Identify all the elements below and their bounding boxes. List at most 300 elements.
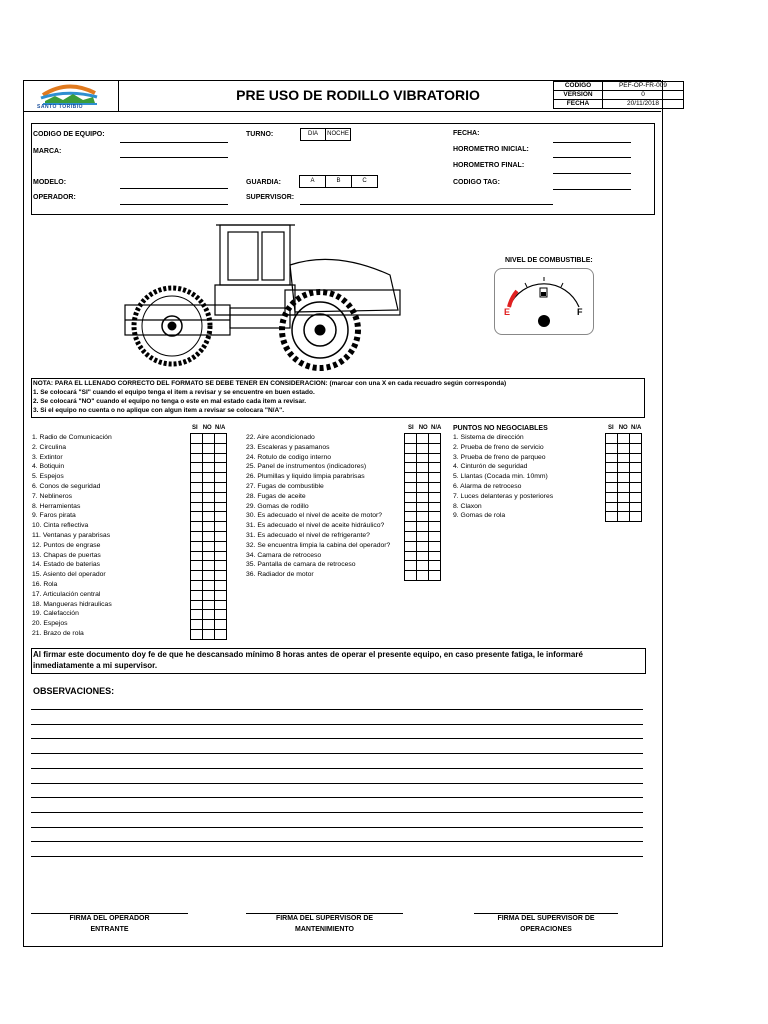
horometro-inicial-label: HOROMETRO INICIAL: — [453, 146, 529, 153]
checkbox-si[interactable] — [191, 561, 203, 571]
fuel-empty-label: E — [504, 307, 511, 317]
checklist-item: 15. Asiento del operador — [32, 571, 106, 579]
checklist-item: 5. Espejos — [32, 473, 64, 481]
checkbox-na[interactable] — [429, 482, 441, 492]
checklist-grid-row — [606, 512, 642, 522]
checklist-grid-row — [405, 482, 441, 492]
checkbox-si[interactable] — [405, 434, 417, 444]
checklist-grid-row — [405, 531, 441, 541]
checklist-item: 26. Plumillas y liquido limpia parabrisas — [246, 473, 365, 481]
checkbox-no[interactable] — [203, 434, 215, 444]
checklist-item: 14. Estado de baterias — [32, 561, 101, 569]
checklist-item: 8. Claxon — [453, 502, 482, 510]
checklist-grid-row — [191, 590, 227, 600]
checklist-item: 18. Mangueras hidraulicas — [32, 600, 112, 608]
checkbox-no[interactable] — [203, 610, 215, 620]
meta-value: 0 — [603, 91, 684, 100]
checklist-item: 3. Extintor — [32, 453, 63, 461]
supervisor-field[interactable] — [300, 204, 553, 205]
checkbox-na[interactable] — [429, 492, 441, 502]
checkbox-no[interactable] — [203, 473, 215, 483]
marca-field[interactable] — [120, 157, 228, 158]
checkbox-no[interactable] — [417, 571, 429, 581]
checklist-item: 9. Gomas de rola — [453, 512, 506, 520]
checklist-item: 20. Espejos — [32, 620, 68, 628]
checkbox-na[interactable] — [215, 502, 227, 512]
checklist-grid-row — [405, 502, 441, 512]
checklist-grid-row — [191, 502, 227, 512]
fuel-level-title: NIVEL DE COMBUSTIBLE: — [505, 257, 593, 264]
checkbox-na[interactable] — [215, 571, 227, 581]
checkbox-no[interactable] — [618, 492, 630, 502]
checkbox-si[interactable] — [405, 522, 417, 532]
observation-line[interactable] — [31, 783, 643, 784]
checkbox-na[interactable] — [630, 453, 642, 463]
checklist-grid-row — [405, 541, 441, 551]
checkbox-na[interactable] — [215, 492, 227, 502]
checkbox-si[interactable] — [191, 482, 203, 492]
checkbox-no[interactable] — [203, 522, 215, 532]
checklist-item: 11. Ventanas y parabrisas — [32, 531, 111, 539]
checkbox-na[interactable] — [215, 473, 227, 483]
signature-label: ENTRANTE — [90, 926, 129, 933]
checklist-grid-row — [191, 610, 227, 620]
signature-label: OPERACIONES — [520, 926, 572, 933]
checkbox-na[interactable] — [429, 541, 441, 551]
turno-option-noche[interactable]: NOCHE — [325, 128, 351, 141]
checklist-grid-row — [606, 502, 642, 512]
checklist-grid-row — [191, 629, 227, 639]
checkbox-si[interactable] — [405, 463, 417, 473]
checkbox-na[interactable] — [215, 620, 227, 630]
checkbox-si[interactable] — [405, 551, 417, 561]
checkbox-no[interactable] — [203, 453, 215, 463]
observation-line[interactable] — [31, 768, 643, 769]
checkbox-na[interactable] — [429, 502, 441, 512]
checklist-grid-row — [191, 512, 227, 522]
checkbox-si[interactable] — [606, 453, 618, 463]
checkbox-na[interactable] — [215, 541, 227, 551]
checkbox-na[interactable] — [215, 551, 227, 561]
checklist-grid-row — [191, 434, 227, 444]
checkbox-no[interactable] — [618, 434, 630, 444]
checkbox-no[interactable] — [203, 620, 215, 630]
codigo-tag-label: CODIGO TAG: — [453, 179, 500, 186]
checklist-grid-1 — [190, 433, 227, 640]
observations-title: OBSERVACIONES: — [33, 686, 115, 696]
checkbox-si[interactable] — [191, 600, 203, 610]
fatigue-statement: Al firmar este documento doy fe de que he descansado mínimo 8 horas antes de operar el presente equipo, en caso presente fatiga, le informaré inmediatamente a mi supervisor. — [31, 648, 646, 674]
checkbox-si[interactable] — [191, 512, 203, 522]
observation-line[interactable] — [31, 797, 643, 798]
supervisor-label: SUPERVISOR: — [246, 194, 295, 201]
checklist-item: 8. Herramientas — [32, 502, 81, 510]
checkbox-no[interactable] — [203, 482, 215, 492]
horometro-inicial-field[interactable] — [553, 157, 631, 158]
checkbox-na[interactable] — [630, 512, 642, 522]
checklist-item: 23. Escaleras y pasamanos — [246, 443, 330, 451]
checkbox-no[interactable] — [203, 561, 215, 571]
checkbox-no[interactable] — [618, 443, 630, 453]
checkbox-na[interactable] — [630, 473, 642, 483]
checkbox-si[interactable] — [191, 629, 203, 639]
checkbox-si[interactable] — [405, 443, 417, 453]
grid-header-no: NO — [618, 425, 628, 431]
checkbox-si[interactable] — [191, 531, 203, 541]
checklist-item: 6. Conos de seguridad — [32, 482, 101, 490]
meta-key: CODIGO — [554, 82, 603, 91]
grid-header-na: N/A — [631, 425, 642, 431]
checklist-item: 19. Calefacción — [32, 610, 79, 618]
operador-field[interactable] — [120, 204, 228, 205]
checklist-item: 35. Pantalla de camara de retroceso — [246, 561, 356, 569]
checkbox-no[interactable] — [417, 551, 429, 561]
checklist-item: 32. Se encuentra limpia la cabina del operador? — [246, 541, 391, 549]
checklist-grid-row — [606, 473, 642, 483]
checkbox-no[interactable] — [203, 531, 215, 541]
checkbox-no[interactable] — [203, 580, 215, 590]
checklist-item: 22. Aire acondicionado — [246, 434, 315, 441]
checkbox-no[interactable] — [618, 473, 630, 483]
checkbox-no[interactable] — [203, 551, 215, 561]
grid-header-col1 — [192, 425, 225, 431]
checklist-item: 10. Cinta reflectiva — [32, 522, 89, 530]
grid-header-na: N/A — [215, 425, 226, 431]
checkbox-no[interactable] — [417, 512, 429, 522]
checkbox-na[interactable] — [215, 443, 227, 453]
observation-line[interactable] — [31, 841, 643, 842]
checkbox-na[interactable] — [429, 571, 441, 581]
meta-key: FECHA — [554, 100, 603, 109]
checklist-grid-row — [606, 482, 642, 492]
checkbox-no[interactable] — [417, 482, 429, 492]
signature-label: MANTENIMIENTO — [295, 926, 354, 933]
checkbox-si[interactable] — [606, 463, 618, 473]
checkbox-no[interactable] — [417, 434, 429, 444]
grid-header-col3 — [608, 425, 641, 431]
checklist-item: 7. Luces delanteras y posteriores — [453, 492, 554, 500]
checklist-grid-row — [405, 512, 441, 522]
codigo-tag-field[interactable] — [553, 189, 631, 190]
checklist-item: 34. Camara de retroceso — [246, 551, 322, 559]
guardia-option-c[interactable]: C — [351, 175, 378, 188]
observation-line[interactable] — [31, 753, 643, 754]
checklist-grid-row — [606, 463, 642, 473]
observation-line[interactable] — [31, 856, 643, 857]
checklist-item: 6. Alarma de retroceso — [453, 482, 522, 490]
checkbox-no[interactable] — [203, 629, 215, 639]
checklist-grid-2 — [404, 433, 441, 581]
checklist-grid-row — [191, 443, 227, 453]
checkbox-no[interactable] — [618, 512, 630, 522]
meta-key: VERSION — [554, 91, 603, 100]
checkbox-no[interactable] — [417, 561, 429, 571]
modelo-field[interactable] — [120, 188, 228, 189]
checklist-item: 30. Es adecuado el nivel de aceite de motor? — [246, 512, 383, 520]
checkbox-no[interactable] — [618, 502, 630, 512]
checklist-grid-row — [191, 620, 227, 630]
checkbox-na[interactable] — [215, 531, 227, 541]
checklist-item: 21. Brazo de rola — [32, 629, 84, 637]
checklist-item: 31. Es adecuado el nivel de refrigerante? — [246, 531, 370, 539]
observation-line[interactable] — [31, 738, 643, 739]
checkbox-si[interactable] — [405, 531, 417, 541]
checklist-grid-row — [191, 551, 227, 561]
checkbox-no[interactable] — [417, 492, 429, 502]
checkbox-no[interactable] — [203, 502, 215, 512]
checkbox-no[interactable] — [618, 453, 630, 463]
checklist-grid-3 — [605, 433, 642, 522]
meta-value: PEF-OP-FR-009 — [603, 82, 684, 91]
checkbox-si[interactable] — [606, 473, 618, 483]
grid-header-si: SI — [608, 425, 614, 431]
checkbox-no[interactable] — [203, 443, 215, 453]
grid-header-no: NO — [418, 425, 428, 431]
checkbox-no[interactable] — [417, 541, 429, 551]
checkbox-no[interactable] — [417, 531, 429, 541]
checklist-column-2 — [246, 433, 390, 580]
guardia-option-a[interactable]: A — [299, 175, 326, 188]
checkbox-na[interactable] — [630, 502, 642, 512]
fecha-field[interactable] — [553, 142, 631, 143]
observation-line[interactable] — [31, 724, 643, 725]
checklist-grid-row — [405, 453, 441, 463]
checklist-grid-row — [191, 482, 227, 492]
checklist-item: 13. Chapas de puertas — [32, 551, 101, 559]
checklist-item: 5. Llantas (Cocada min. 10mm) — [453, 473, 548, 481]
horometro-final-label: HOROMETRO FINAL: — [453, 162, 525, 169]
checkbox-na[interactable] — [215, 453, 227, 463]
checklist-column-1 — [32, 433, 112, 639]
checkbox-na[interactable] — [215, 590, 227, 600]
checkbox-si[interactable] — [191, 522, 203, 532]
checklist-item: 12. Puntos de engrase — [32, 541, 101, 549]
note-line: 1. Se colocará "SI" cuando el equipo tenga el item a revisar y se encuentre en buen estado. — [33, 389, 315, 396]
horometro-final-field[interactable] — [553, 173, 631, 174]
checkbox-si[interactable] — [191, 580, 203, 590]
checkbox-si[interactable] — [405, 492, 417, 502]
note-line: 3. Si el equipo no cuenta o no aplique con algun item a revisar se colocara "N/A". — [33, 407, 285, 414]
checklist-item: 25. Panel de instrumentos (indicadores) — [246, 463, 367, 471]
checkbox-si[interactable] — [191, 473, 203, 483]
checklist-item: 27. Fugas de combustible — [246, 482, 324, 490]
checklist-grid-row — [191, 541, 227, 551]
checkbox-si[interactable] — [405, 541, 417, 551]
checkbox-no[interactable] — [203, 541, 215, 551]
checkbox-na[interactable] — [429, 531, 441, 541]
checklist-grid-row — [405, 571, 441, 581]
checklist-item: 1. Radio de Comunicación — [32, 434, 112, 441]
note-line: NOTA: PARA EL LLENADO CORRECTO DEL FORMATO SE DEBE TENER EN CONSIDERACION: (marcar con una X en cada recuadro según corresponda) — [33, 380, 507, 387]
checkbox-si[interactable] — [405, 482, 417, 492]
checkbox-no[interactable] — [203, 571, 215, 581]
checkbox-si[interactable] — [191, 551, 203, 561]
meta-value: 20/11/2018 — [603, 100, 684, 109]
fecha-label: FECHA: — [453, 130, 480, 137]
checkbox-no[interactable] — [417, 453, 429, 463]
checkbox-na[interactable] — [630, 482, 642, 492]
checkbox-si[interactable] — [191, 620, 203, 630]
checklist-item: 31. Es adecuado el nivel de aceite hidráulico? — [246, 522, 385, 530]
checkbox-na[interactable] — [429, 512, 441, 522]
checklist-grid-row — [191, 580, 227, 590]
checklist-item: 16. Rola — [32, 580, 58, 588]
checkbox-si[interactable] — [405, 571, 417, 581]
checkbox-si[interactable] — [191, 571, 203, 581]
turno-option-dia[interactable]: DIA — [300, 128, 326, 141]
checkbox-si[interactable] — [191, 434, 203, 444]
checkbox-na[interactable] — [630, 443, 642, 453]
checkbox-si[interactable] — [606, 512, 618, 522]
checklist-grid-row — [405, 473, 441, 483]
document-meta — [553, 81, 668, 111]
fuel-full-label: F — [577, 307, 583, 317]
checklist-grid-row — [191, 571, 227, 581]
company-logo — [23, 81, 119, 111]
checkbox-na[interactable] — [215, 629, 227, 639]
checklist-grid-row — [405, 561, 441, 571]
checkbox-na[interactable] — [630, 434, 642, 444]
checkbox-si[interactable] — [405, 502, 417, 512]
checkbox-si[interactable] — [405, 512, 417, 522]
checkbox-na[interactable] — [429, 453, 441, 463]
checklist-grid-row — [405, 551, 441, 561]
checkbox-si[interactable] — [606, 434, 618, 444]
codigo-equipo-field[interactable] — [120, 142, 228, 143]
checkbox-na[interactable] — [215, 434, 227, 444]
note-line: 2. Se colocará "NO" cuando el equipo no tenga o este en mal estado cada item a revisar. — [33, 398, 307, 405]
checkbox-si[interactable] — [606, 443, 618, 453]
checklist-grid-row — [606, 443, 642, 453]
checklist-item: 9. Faros pirata — [32, 512, 76, 520]
checklist-item: 4. Botiquin — [32, 463, 65, 471]
logo-text: SANTO TORIBIO — [37, 104, 84, 110]
checklist-grid-row — [191, 463, 227, 473]
checklist-item: 17. Articulación central — [32, 590, 101, 598]
checklist-grid-row — [405, 443, 441, 453]
checkbox-si[interactable] — [606, 502, 618, 512]
checkbox-na[interactable] — [215, 482, 227, 492]
checkbox-si[interactable] — [606, 482, 618, 492]
checkbox-na[interactable] — [215, 580, 227, 590]
checkbox-si[interactable] — [191, 541, 203, 551]
checklist-grid-row — [191, 522, 227, 532]
checklist-item: 29. Gomas de rodillo — [246, 502, 309, 510]
checkbox-no[interactable] — [417, 473, 429, 483]
checklist-item: 2. Prueba de freno de servicio — [453, 443, 544, 451]
checklist-grid-row — [606, 453, 642, 463]
checklist-grid-row — [405, 463, 441, 473]
checklist-grid-row — [191, 473, 227, 483]
checklist-item: 7. Neblineros — [32, 492, 73, 500]
vibratory-roller-illustration — [120, 220, 410, 380]
turno-label: TURNO: — [246, 131, 274, 138]
checkbox-na[interactable] — [630, 492, 642, 502]
checkbox-no[interactable] — [203, 600, 215, 610]
checkbox-si[interactable] — [191, 610, 203, 620]
checkbox-si[interactable] — [191, 492, 203, 502]
checkbox-si[interactable] — [405, 561, 417, 571]
checkbox-na[interactable] — [429, 473, 441, 483]
checklist-grid-row — [405, 492, 441, 502]
checkbox-no[interactable] — [417, 463, 429, 473]
observation-line[interactable] — [31, 709, 643, 710]
observation-line[interactable] — [31, 827, 643, 828]
modelo-label: MODELO: — [33, 179, 67, 186]
checklist-item: 3. Prueba de freno de parqueo — [453, 453, 546, 461]
checkbox-no[interactable] — [618, 463, 630, 473]
checkbox-na[interactable] — [429, 551, 441, 561]
checklist-item: 28. Fugas de aceite — [246, 492, 306, 500]
checkbox-na[interactable] — [215, 600, 227, 610]
checkbox-na[interactable] — [215, 512, 227, 522]
observation-line[interactable] — [31, 812, 643, 813]
checkbox-na[interactable] — [630, 463, 642, 473]
checklist-grid-row — [191, 492, 227, 502]
checkbox-na[interactable] — [215, 522, 227, 532]
checkbox-si[interactable] — [191, 453, 203, 463]
checkbox-si[interactable] — [405, 453, 417, 463]
non-negotiable-title: PUNTOS NO NEGOCIABLES — [453, 425, 548, 432]
checkbox-na[interactable] — [215, 610, 227, 620]
checkbox-si[interactable] — [191, 502, 203, 512]
signature-operaciones — [474, 913, 618, 935]
checklist-grid-row — [191, 531, 227, 541]
grid-header-no: NO — [202, 425, 212, 431]
checkbox-na[interactable] — [215, 561, 227, 571]
checkbox-na[interactable] — [429, 561, 441, 571]
checklist-grid-row — [191, 453, 227, 463]
operador-label: OPERADOR: — [33, 194, 76, 201]
instructions-note — [31, 378, 645, 418]
checkbox-na[interactable] — [429, 443, 441, 453]
checkbox-no[interactable] — [203, 512, 215, 522]
checkbox-na[interactable] — [429, 522, 441, 532]
checkbox-na[interactable] — [215, 463, 227, 473]
checkbox-no[interactable] — [417, 502, 429, 512]
checklist-grid-row — [405, 434, 441, 444]
checkbox-si[interactable] — [191, 590, 203, 600]
grid-header-col2 — [408, 425, 441, 431]
checkbox-na[interactable] — [429, 463, 441, 473]
checklist-grid-row — [606, 434, 642, 444]
checklist-item: 24. Rotulo de codigo interno — [246, 453, 332, 461]
checklist-grid-row — [405, 522, 441, 532]
checklist-item: 2. Circulina — [32, 443, 66, 451]
grid-header-na: N/A — [431, 425, 442, 431]
checkbox-si[interactable] — [191, 443, 203, 453]
form-header — [23, 80, 668, 112]
checkbox-na[interactable] — [429, 434, 441, 444]
signature-label: FIRMA DEL SUPERVISOR DE — [497, 915, 595, 922]
grid-header-si: SI — [408, 425, 414, 431]
checkbox-no[interactable] — [417, 443, 429, 453]
checkbox-no[interactable] — [618, 482, 630, 492]
checkbox-no[interactable] — [203, 463, 215, 473]
checklist-item: 36. Radiador de motor — [246, 571, 314, 579]
page-title: PRE USO DE RODILLO VIBRATORIO — [236, 87, 480, 103]
checkbox-si[interactable] — [405, 473, 417, 483]
checkbox-si[interactable] — [606, 492, 618, 502]
guardia-option-b[interactable]: B — [325, 175, 352, 188]
fuel-gauge[interactable] — [494, 268, 594, 335]
checklist-grid-row — [191, 600, 227, 610]
checkbox-no[interactable] — [203, 590, 215, 600]
checkbox-si[interactable] — [191, 463, 203, 473]
checkbox-no[interactable] — [417, 522, 429, 532]
checkbox-no[interactable] — [203, 492, 215, 502]
signature-mantenimiento — [246, 913, 403, 935]
